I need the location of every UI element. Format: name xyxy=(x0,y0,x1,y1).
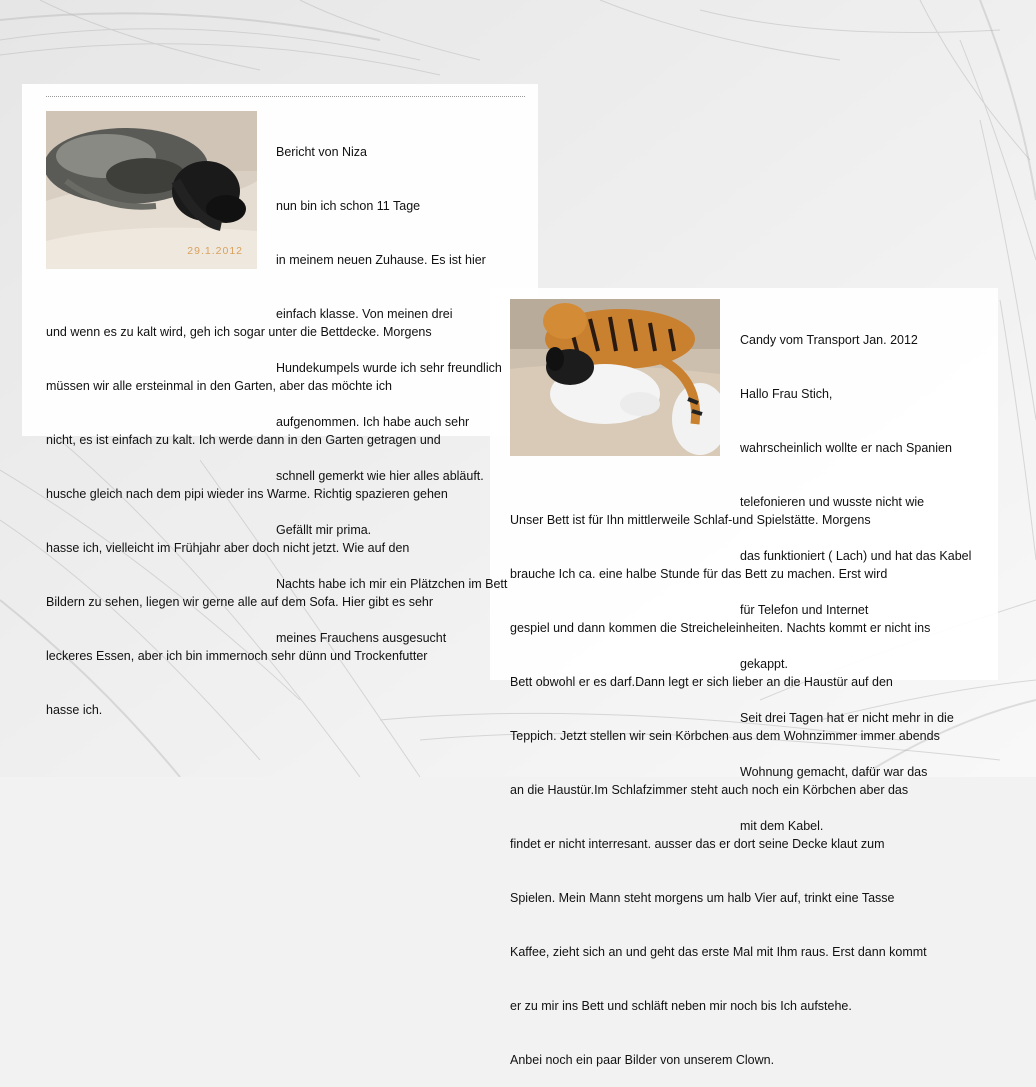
text-line: gespiel und dann kommen die Streicheleinheiten. Nachts kommt er nicht ins xyxy=(510,621,931,635)
text-line: Bildern zu sehen, liegen wir gerne alle auf dem Sofa. Hier gibt es sehr xyxy=(46,595,434,609)
text-line: Nachts habe ich mir ein Plätzchen im Bett xyxy=(276,577,508,591)
text-line: wahrscheinlich wollte er nach Spanien xyxy=(740,441,952,455)
text-line: Anbei noch ein paar Bilder von unserem Clown. xyxy=(510,1053,775,1067)
text-line: das funktioniert ( Lach) und hat das Kabel xyxy=(740,549,972,563)
text-line: hasse ich, vielleicht im Frühjahr aber doch nicht jetzt. Wie auf den xyxy=(46,541,410,555)
text-line: nicht, es ist einfach zu kalt. Ich werde dann in den Garten getragen und xyxy=(46,433,441,447)
text-line: Seit drei Tagen hat er nicht mehr in die xyxy=(740,711,954,725)
story-candy-body-text xyxy=(510,475,940,1087)
text-line: hasse ich. xyxy=(46,703,103,717)
text-line: husche gleich nach dem pipi wieder ins Warme. Richtig spazieren gehen xyxy=(46,487,448,501)
text-line: schnell gemerkt wie hier alles abläuft. xyxy=(276,469,484,483)
photo-date-stamp: 29.1.2012 xyxy=(187,245,243,257)
text-line: Teppich. Jetzt stellen wir sein Körbchen aus dem Wohnzimmer immer abends xyxy=(510,729,940,743)
text-line: an die Haustür.Im Schlafzimmer steht auch noch ein Körbchen aber das xyxy=(510,783,909,797)
dog-photo-icon xyxy=(46,111,257,269)
text-line: in meinem neuen Zuhause. Es ist hier xyxy=(276,253,486,267)
text-line: meines Frauchens ausgesucht xyxy=(276,631,447,645)
text-line: Unser Bett ist für Ihn mittlerweile Schlaf-und Spielstätte. Morgens xyxy=(510,513,871,527)
text-line: Gefällt mir prima. xyxy=(276,523,372,537)
text-line: mit dem Kabel. xyxy=(740,819,824,833)
story-niza-body-text xyxy=(46,287,448,737)
text-line: Hallo Frau Stich, xyxy=(740,387,833,401)
text-line: brauche Ich ca. eine halbe Stunde für das Bett zu machen. Erst wird xyxy=(510,567,888,581)
puppy-tiger-photo-icon xyxy=(510,299,720,456)
text-line: einfach klasse. Von meinen drei xyxy=(276,307,453,321)
text-line: er zu mir ins Bett und schläft neben mir noch bis Ich aufstehe. xyxy=(510,999,852,1013)
text-line: nun bin ich schon 11 Tage xyxy=(276,199,421,213)
text-line: Wohnung gemacht, dafür war das xyxy=(740,765,928,779)
text-line: Hundekumpels wurde ich sehr freundlich xyxy=(276,361,502,375)
dotted-divider xyxy=(46,96,525,97)
story-title: Bericht von Niza xyxy=(276,145,368,159)
text-line: findet er nicht interresant. ausser das er dort seine Decke klaut zum xyxy=(510,837,885,851)
story-title: Candy vom Transport Jan. 2012 xyxy=(740,333,918,347)
text-line: Bett obwohl er es darf.Dann legt er sich lieber an die Haustür auf den xyxy=(510,675,893,689)
text-line: Kaffee, zieht sich an und geht das erste Mal mit Ihm raus. Erst dann kommt xyxy=(510,945,927,959)
text-line: müssen wir alle ersteinmal in den Garten, aber das möchte ich xyxy=(46,379,392,393)
text-line: für Telefon und Internet xyxy=(740,603,869,617)
text-line: und wenn es zu kalt wird, geh ich sogar unter die Bettdecke. Morgens xyxy=(46,325,432,339)
text-line: leckeres Essen, aber ich bin immernoch sehr dünn und Trockenfutter xyxy=(46,649,428,663)
text-line: telefonieren und wusste nicht wie xyxy=(740,495,925,509)
text-line: aufgenommen. Ich habe auch sehr xyxy=(276,415,470,429)
text-line: Spielen. Mein Mann steht morgens um halb Vier auf, trinkt eine Tasse xyxy=(510,891,895,905)
text-line: gekappt. xyxy=(740,657,788,671)
